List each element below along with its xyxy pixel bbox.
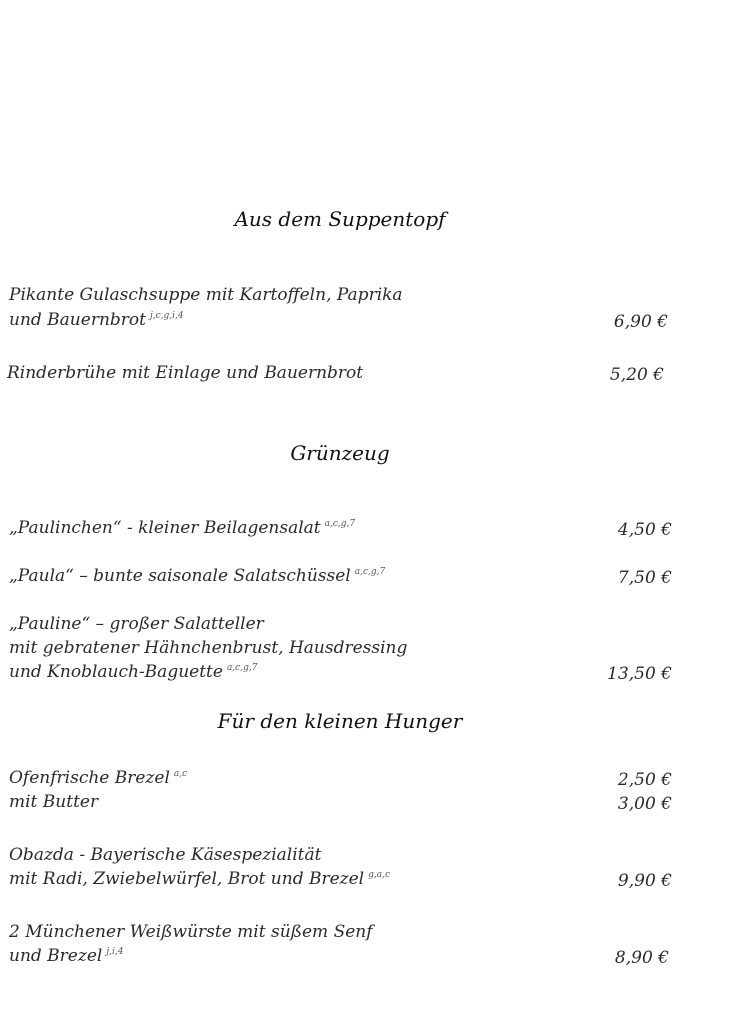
price-brezel-butter: 3,00 € (617, 794, 672, 814)
price-paulinchen: 4,50 € (617, 520, 672, 540)
price-pauline: 13,50 € (607, 664, 672, 684)
menu-item-weisswuerste-line2 (9, 946, 123, 966)
menu-item-text: mit Radi, Zwiebelwürfel, Brot und Brezel (9, 869, 365, 889)
menu-item-paulinchen (9, 518, 355, 538)
menu-item-text: und Bauernbrot (9, 310, 146, 330)
menu-item-paula (9, 566, 385, 586)
price-weisswuerste: 8,90 € (614, 948, 669, 968)
menu-item-brezel-line2: mit Butter (9, 792, 99, 812)
allergen-codes: a,c,g,7 (354, 567, 386, 578)
price-brezel: 2,50 € (617, 770, 672, 790)
menu-item-text: und Brezel (9, 946, 103, 966)
price-obazda: 9,90 € (617, 871, 672, 891)
menu-item-text: und Knoblauch-Baguette (9, 662, 223, 682)
allergen-codes: a,c,g,7 (324, 519, 356, 530)
section-title-hunger: Für den kleinen Hunger (217, 709, 463, 733)
menu-item-pauline-line1: „Pauline“ – großer Salatteller (9, 614, 264, 634)
allergen-codes: a,c (173, 769, 188, 780)
section-title-gruenzeug: Grünzeug (290, 441, 390, 465)
menu-item-pauline-line2: mit gebratener Hähnchenbrust, Hausdressing (9, 638, 408, 658)
menu-item-weisswuerste-line1: 2 Münchener Weißwürste mit süßem Senf (9, 922, 373, 942)
price-gulaschsuppe: 6,90 € (613, 312, 668, 332)
price-rinderbruehe: 5,20 € (609, 365, 664, 385)
menu-item-obazda-line2 (9, 869, 390, 889)
menu-item-text: Ofenfrische Brezel (9, 768, 170, 788)
menu-item-text: „Paulinchen“ - kleiner Beilagensalat (9, 518, 321, 538)
menu-item-obazda-line1: Obazda - Bayerische Käsespezialität (9, 845, 322, 865)
menu-item-brezel-line1 (9, 768, 187, 788)
menu-item-pauline-line3 (9, 662, 257, 682)
allergen-codes: g,a,c (368, 870, 391, 881)
price-paula: 7,50 € (617, 568, 672, 588)
allergen-codes: a,c,g,7 (226, 663, 258, 674)
menu-item-rinderbruehe: Rinderbrühe mit Einlage und Bauernbrot (7, 363, 364, 383)
menu-item-gulaschsuppe-line2 (9, 310, 184, 330)
section-title-suppentopf: Aus dem Suppentopf (234, 207, 446, 231)
allergen-codes: j,c,g,i,4 (149, 311, 184, 322)
allergen-codes: j,i,4 (106, 947, 124, 958)
menu-item-text: „Paula“ – bunte saisonale Salatschüssel (9, 566, 351, 586)
menu-item-gulaschsuppe-line1: Pikante Gulaschsuppe mit Kartoffeln, Paprika (9, 285, 403, 305)
